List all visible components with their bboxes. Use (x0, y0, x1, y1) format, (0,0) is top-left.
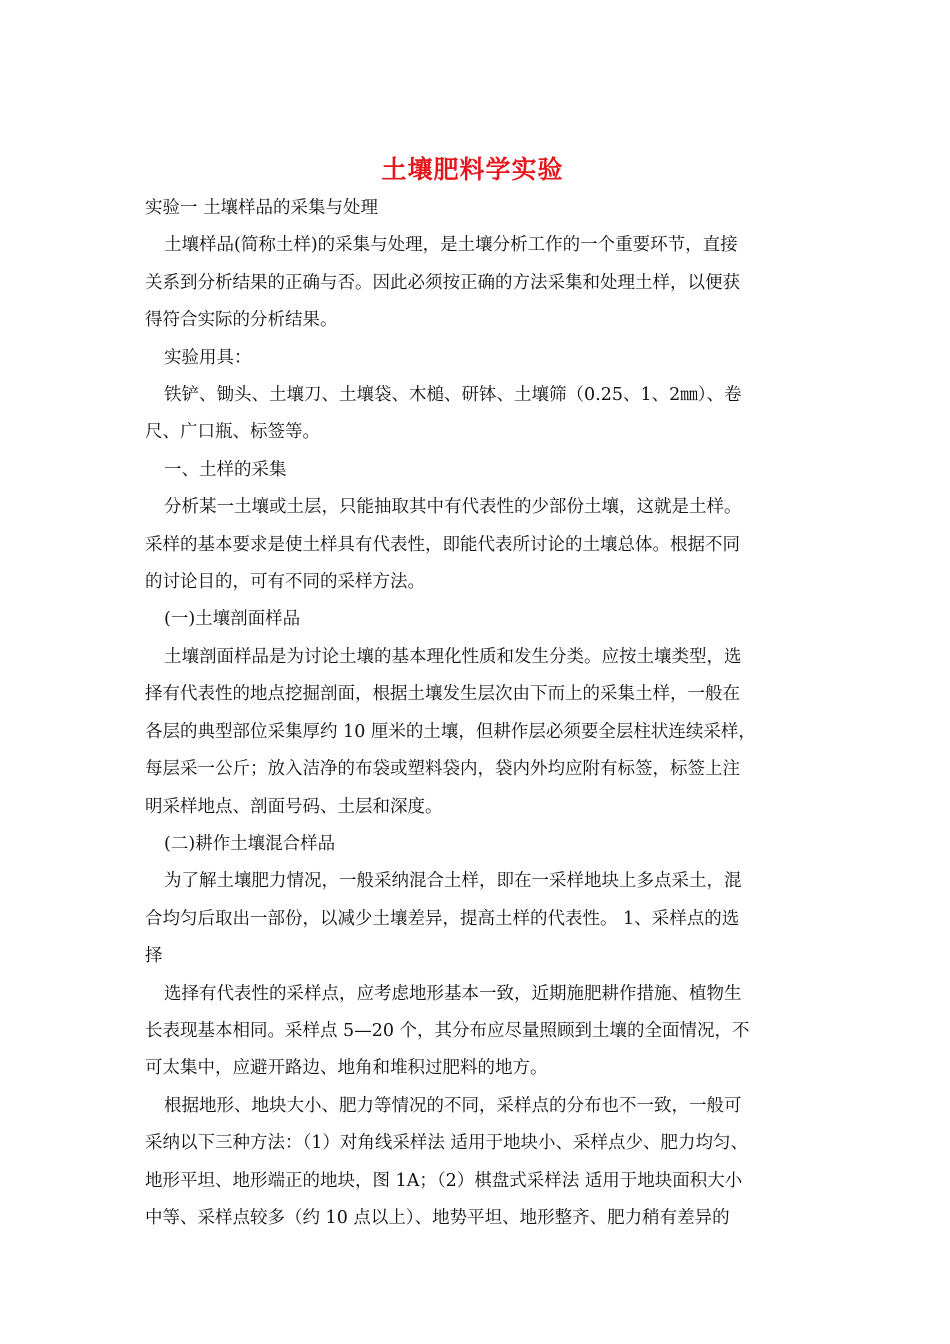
text-line: 根据地形、地块大小、肥力等情况的不同，采样点的分布也不一致，一般可 (164, 1095, 742, 1116)
text-line: 地形平坦、地形端正的地块，图 1A；（2）棋盘式采样法 适用于地块面积大小 (145, 1170, 743, 1191)
text-line: 长表现基本相同。采样点 5—20 个，其分布应尽量照顾到土壤的全面情况，不 (145, 1020, 750, 1041)
text-line: 合均匀后取出一部份，以减少土壤差异，提高土样的代表性。 1、采样点的选 (145, 908, 740, 929)
text-line: 择 (145, 946, 163, 967)
text-line: 各层的典型部位采集厚约 10 厘米的土壤，但耕作层必须要全层柱状连续采样， (145, 721, 756, 742)
text-line: 尺、广口瓶、标签等。 (145, 422, 320, 443)
text-line: 中等、采样点较多（约 10 点以上）、地势平坦、地形整齐、肥力稍有差异的 (145, 1207, 730, 1228)
document-body (145, 190, 800, 1237)
text-line: 为了解土壤肥力情况，一般采纳混合土样，即在一采样地块上多点采土，混 (164, 871, 742, 892)
text-line: 得符合实际的分析结果。 (145, 310, 338, 331)
text-line: 分析某一土壤或土层，只能抽取其中有代表性的少部份土壤，这就是土样。 (164, 497, 742, 518)
text-line: 明采样地点、剖面号码、土层和深度。 (145, 796, 443, 817)
text-line: 土壤剖面样品是为讨论土壤的基本理化性质和发生分类。应按土壤类型，选 (164, 646, 742, 667)
text-line: 择有代表性的地点挖掘剖面，根据土壤发生层次由下而上的采集土样，一般在 (145, 684, 740, 705)
text-line: 关系到分析结果的正确与否。因此必须按正确的方法采集和处理土样，以便获 (145, 272, 740, 293)
text-line: (二)耕作土壤混合样品 (164, 833, 336, 854)
text-line: 每层采一公斤；放入洁净的布袋或塑料袋内，袋内外均应附有标签，标签上注 (145, 759, 740, 780)
text-line: 铁铲、锄头、土壤刀、土壤袋、木槌、研钵、土壤筛（0.25、1、2㎜）、卷 (164, 385, 742, 406)
text-line: 实验一 土壤样品的采集与处理 (145, 198, 379, 218)
text-line: 一、土样的采集 (164, 459, 287, 480)
text-line: 实验用具： (164, 347, 252, 368)
text-line: 采样的基本要求是使土样具有代表性，即能代表所讨论的土壤总体。根据不同 (145, 534, 740, 555)
document-title: 土壤肥料学实验 (381, 155, 564, 184)
text-line: 采纳以下三种方法：（1）对角线采样法 适用于地块小、采样点少、肥力均匀、 (145, 1133, 748, 1154)
text-line: 可太集中，应避开路边、地角和堆积过肥料的地方。 (145, 1058, 548, 1079)
text-line: 的讨论目的，可有不同的采样方法。 (145, 572, 425, 593)
text-line: 土壤样品(简称土样)的采集与处理，是土壤分析工作的一个重要环节，直接 (164, 235, 738, 256)
text-line: 选择有代表性的采样点，应考虑地形基本一致，近期施肥耕作措施、植物生 (164, 983, 742, 1004)
document-page (145, 150, 800, 1237)
text-line: (一)土壤剖面样品 (164, 609, 301, 630)
